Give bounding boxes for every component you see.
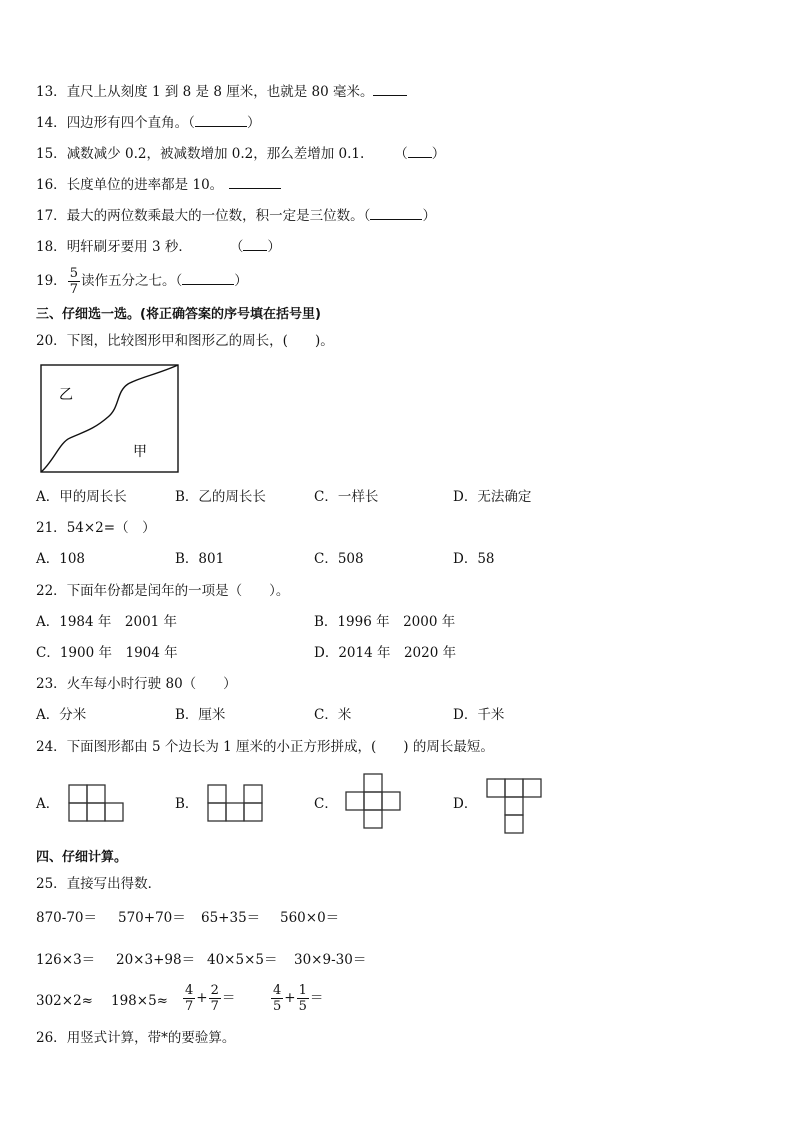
question-text: 最大的两位数乘最大的一位数，积一定是三位数。（ <box>66 208 371 224</box>
paren-open: （ <box>229 239 244 255</box>
question-text: 用竖式计算，带*的要验算。 <box>66 1030 236 1046</box>
q21-option-d[interactable]: D．58 <box>453 551 495 567</box>
calc-item: 560×0＝ <box>280 910 340 926</box>
question-number: 18． <box>36 239 67 255</box>
question-13 <box>36 82 407 102</box>
question-text: 直尺上从刻度 1 到 8 是 8 厘米，也就是 80 毫米。 <box>66 84 374 100</box>
question-text: 直接写出得数． <box>66 876 162 892</box>
question-number: 14． <box>36 115 67 131</box>
question-23 <box>36 674 237 694</box>
pentomino-b <box>207 784 267 828</box>
question-number: 24． <box>36 739 67 755</box>
paren-close: ） <box>234 273 248 289</box>
question-text: 明轩刷牙要用 3 秒． <box>66 239 192 255</box>
question-text: 长度单位的进率都是 10。 <box>66 177 224 193</box>
question-number: 20． <box>36 333 67 349</box>
answer-blank[interactable] <box>408 145 432 158</box>
question-15 <box>36 144 445 164</box>
paren-close: ） <box>246 115 261 131</box>
question-text: 54×2=（ ） <box>66 520 156 536</box>
fraction-five-sevenths: $\frac{5}{7}$ <box>69 266 78 297</box>
q23-option-a[interactable]: A．分米 <box>36 707 87 723</box>
calc-item: 30×9-30＝ <box>294 952 367 968</box>
answer-blank[interactable] <box>370 207 422 220</box>
calc-item: 570+70＝ <box>118 910 186 926</box>
question-18 <box>36 237 281 257</box>
q24-option-d[interactable]: D． <box>453 796 478 812</box>
answer-blank[interactable] <box>373 83 407 96</box>
question-16 <box>36 175 281 195</box>
section-3-heading: 三、仔细选一选。(将正确答案的序号填在括号里) <box>36 307 321 322</box>
q20-option-a[interactable]: A．甲的周长长 <box>36 489 127 505</box>
calc-item: 302×2≈ <box>36 993 93 1009</box>
question-number: 15． <box>36 146 67 162</box>
q23-option-d[interactable]: D．千米 <box>453 707 505 723</box>
calc-item: 870-70＝ <box>36 910 98 926</box>
pentomino-d <box>486 778 544 838</box>
question-21 <box>36 518 156 538</box>
label-yi: 乙 <box>59 387 73 403</box>
question-number: 21． <box>36 520 67 536</box>
q21-option-c[interactable]: C．508 <box>314 551 364 567</box>
dividing-curve <box>41 365 178 472</box>
question-22 <box>36 581 289 601</box>
q22-option-b[interactable]: B．1996 年 2000 年 <box>314 614 456 630</box>
calc-item: 198×5≈ <box>111 993 168 1009</box>
q21-option-a[interactable]: A．108 <box>36 551 86 567</box>
answer-blank[interactable] <box>243 238 267 251</box>
calc-item: 126×3＝ <box>36 952 96 968</box>
question-25 <box>36 874 161 894</box>
question-24 <box>36 737 494 757</box>
q20-option-c[interactable]: C．一样长 <box>314 489 379 505</box>
question-text: 减数减少 0.2，被减数增加 0.2，那么差增加 0.1. <box>66 146 365 162</box>
question-number: 22． <box>36 583 67 599</box>
question-number: 19． <box>36 273 67 289</box>
answer-blank[interactable] <box>182 272 234 285</box>
q22-option-c[interactable]: C．1900 年 1904 年 <box>36 645 178 661</box>
paren-close: ） <box>431 146 446 162</box>
q24-option-b[interactable]: B． <box>175 796 199 812</box>
question-number: 17． <box>36 208 67 224</box>
pentomino-a <box>68 784 128 828</box>
paren-close: ） <box>422 208 436 224</box>
fraction-sum-1: $\frac{4}{7}$ + $\frac{2}{7}$ ＝ <box>185 983 236 1014</box>
question-text: 读作五分之七。（ <box>80 273 183 289</box>
question-text: 火车每小时行驶 80（ ） <box>66 676 237 692</box>
question-text: 四边形有四个直角。（ <box>66 115 195 131</box>
question-text: 下面图形都由 5 个边长为 1 厘米的小正方形拼成，( ) 的周长最短。 <box>66 739 494 755</box>
paren-close: ） <box>267 239 281 255</box>
pentomino-c <box>345 773 403 833</box>
question-number: 16． <box>36 177 67 193</box>
section-4-heading: 四、仔细计算。 <box>36 850 128 865</box>
paren-open: （ <box>394 146 408 162</box>
q23-option-c[interactable]: C．米 <box>314 707 352 723</box>
answer-blank[interactable] <box>229 176 281 189</box>
question-number: 26． <box>36 1030 67 1046</box>
perimeter-figure <box>38 362 182 476</box>
question-20 <box>36 331 334 351</box>
question-number: 13． <box>36 84 67 100</box>
q24-option-c[interactable]: C． <box>314 796 338 812</box>
question-text: 下面年份都是闰年的一项是（ ）。 <box>66 583 290 599</box>
q22-option-a[interactable]: A．1984 年 2001 年 <box>36 614 178 630</box>
label-jia: 甲 <box>133 444 147 460</box>
q20-option-d[interactable]: D．无法确定 <box>453 489 532 505</box>
question-26 <box>36 1028 235 1048</box>
calc-item: 65+35＝ <box>201 910 261 926</box>
question-number: 25． <box>36 876 67 892</box>
q21-option-b[interactable]: B．801 <box>175 551 225 567</box>
calc-item: 40×5×5＝ <box>207 952 278 968</box>
question-number: 23． <box>36 676 67 692</box>
answer-blank[interactable] <box>195 114 247 127</box>
q23-option-b[interactable]: B．厘米 <box>175 707 226 723</box>
q22-option-d[interactable]: D．2014 年 2020 年 <box>314 645 457 661</box>
q24-option-a[interactable]: A． <box>36 796 60 812</box>
question-text: 下图，比较图形甲和图形乙的周长，( )。 <box>66 333 334 349</box>
fraction-sum-2: $\frac{4}{5}$ + $\frac{1}{5}$ ＝ <box>273 983 324 1014</box>
question-17 <box>36 206 436 226</box>
q20-option-b[interactable]: B．乙的周长长 <box>175 489 266 505</box>
question-14 <box>36 113 260 133</box>
question-19 <box>36 266 248 297</box>
calc-item: 20×3+98＝ <box>116 952 196 968</box>
